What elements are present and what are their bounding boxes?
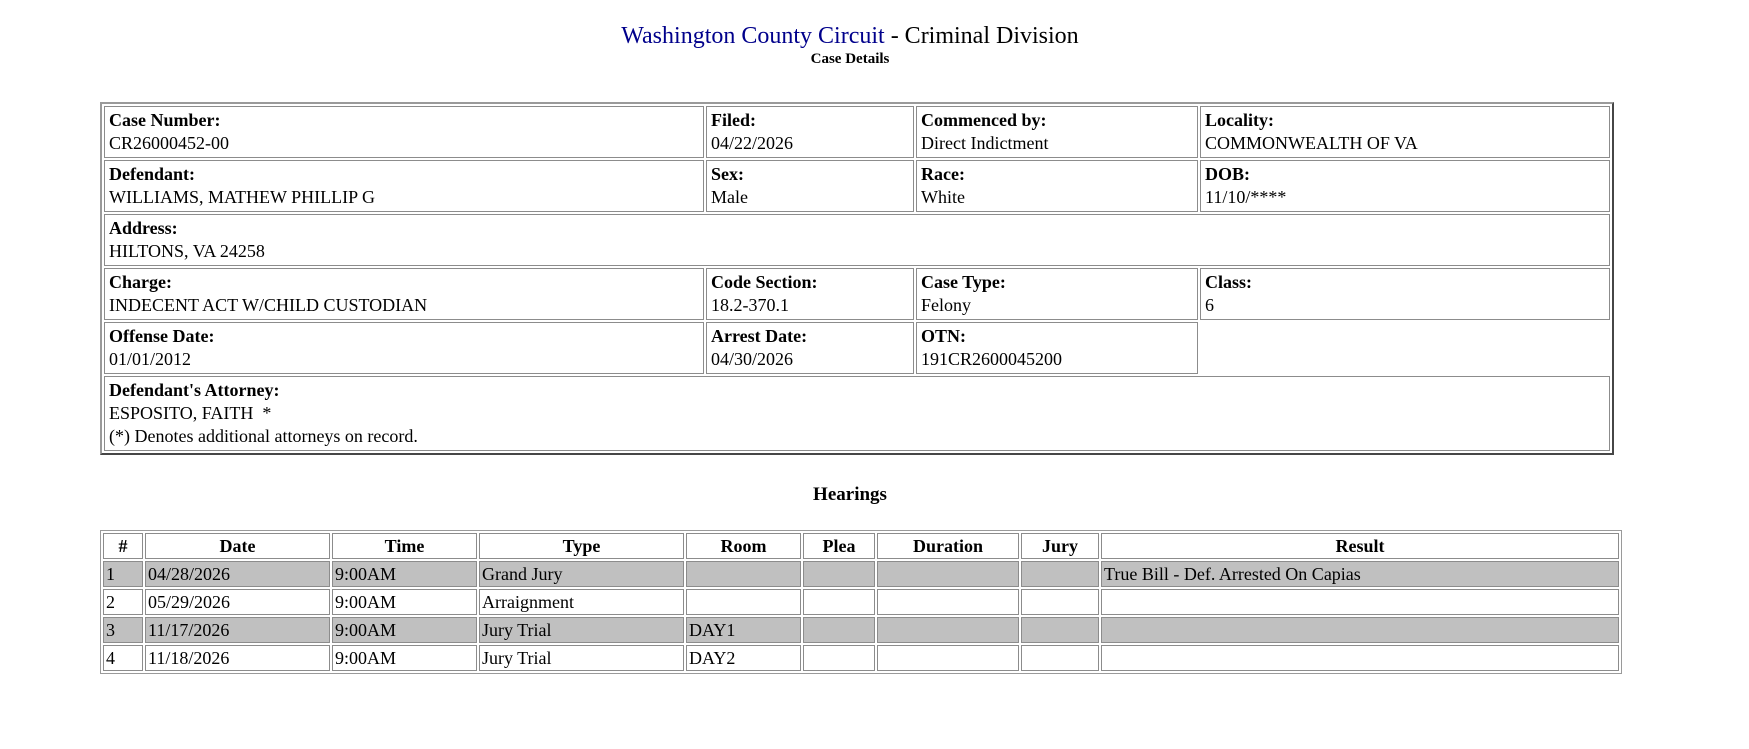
hearing-number: 4 [103,645,143,671]
commenced-value: Direct Indictment [921,133,1049,153]
case-type-label: Case Type: [921,272,1006,292]
page-subtitle: Case Details [810,51,890,67]
hearing-result [1101,645,1619,671]
address-cell [104,214,1610,266]
class-cell [1200,268,1610,320]
hearings-table [100,530,1622,674]
table-row [103,645,1619,671]
hearing-plea [803,617,875,643]
charge-label: Charge: [109,272,172,292]
hearing-type: Jury Trial [479,617,684,643]
hearing-duration [877,561,1019,587]
filed-cell [706,106,914,158]
class-label: Class: [1205,272,1253,292]
race-cell [916,160,1198,212]
hearing-plea [803,561,875,587]
commenced-cell [916,106,1198,158]
column-header: Plea [803,533,875,559]
column-header: Room [686,533,801,559]
case-details-table [100,102,1614,455]
table-row [103,561,1619,587]
hearing-date: 11/18/2026 [145,645,330,671]
offense-date-cell [104,322,704,374]
arrest-date-cell [706,322,914,374]
locality-label: Locality: [1205,110,1274,130]
page-header [0,22,1700,68]
code-section-label: Code Section: [711,272,818,292]
hearing-time: 9:00AM [332,645,477,671]
hearing-jury [1021,561,1099,587]
hearing-number: 2 [103,589,143,615]
locality-value: COMMONWEALTH OF VA [1205,133,1418,153]
hearing-number: 1 [103,561,143,587]
dob-value: 11/10/**** [1205,187,1287,207]
defendant-cell [104,160,704,212]
hearing-room: DAY1 [686,617,801,643]
case-number-cell [104,106,704,158]
sex-label: Sex: [711,164,744,184]
hearings-header-row [103,533,1619,559]
details-row [104,268,1610,320]
case-type-cell [916,268,1198,320]
case-type-value: Felony [921,295,972,315]
details-row [104,106,1610,158]
dob-cell [1200,160,1610,212]
hearing-date: 05/29/2026 [145,589,330,615]
sex-value: Male [711,187,748,207]
race-label: Race: [921,164,965,184]
code-section-cell [706,268,914,320]
hearing-duration [877,645,1019,671]
defendant-label: Defendant: [109,164,195,184]
locality-cell [1200,106,1610,158]
case-number-label: Case Number: [109,110,221,130]
charge-cell [104,268,704,320]
sex-cell [706,160,914,212]
column-header: Duration [877,533,1019,559]
filed-value: 04/22/2026 [711,133,794,153]
details-row [104,214,1610,266]
hearing-room [686,561,801,587]
arrest-date-label: Arrest Date: [711,326,808,346]
hearing-result [1101,617,1619,643]
table-row [103,589,1619,615]
attorney-label: Defendant's Attorney: [109,380,280,400]
hearing-date: 04/28/2026 [145,561,330,587]
arrest-date-value: 04/30/2026 [711,349,794,369]
hearing-result [1101,589,1619,615]
table-row [103,617,1619,643]
otn-value: 191CR2600045200 [921,349,1063,369]
hearing-jury [1021,645,1099,671]
filed-label: Filed: [711,110,756,130]
details-row [104,322,1610,374]
hearing-plea [803,589,875,615]
dob-label: DOB: [1205,164,1250,184]
hearing-type: Arraignment [479,589,684,615]
details-row [104,160,1610,212]
defendant-value: WILLIAMS, MATHEW PHILLIP G [109,187,375,207]
charge-value: INDECENT ACT W/CHILD CUSTODIAN [109,295,428,315]
hearing-number: 3 [103,617,143,643]
offense-date-value: 01/01/2012 [109,349,192,369]
hearing-duration [877,589,1019,615]
hearing-result: True Bill - Def. Arrested On Capias [1101,561,1619,587]
address-label: Address: [109,218,178,238]
hearing-plea [803,645,875,671]
hearings-title: Hearings [813,484,887,505]
attorney-value: ESPOSITO, FAITH * [109,403,272,423]
page-title [0,22,1700,50]
attorney-cell [104,376,1610,451]
case-number-value: CR26000452-00 [109,133,230,153]
hearing-jury [1021,617,1099,643]
otn-cell [916,322,1198,374]
hearing-duration [877,617,1019,643]
column-header: Result [1101,533,1619,559]
hearing-date: 11/17/2026 [145,617,330,643]
column-header: Type [479,533,684,559]
attorney-note: (*) Denotes additional attorneys on record. [109,426,418,446]
class-value: 6 [1205,295,1214,315]
column-header: Jury [1021,533,1099,559]
hearing-time: 9:00AM [332,589,477,615]
column-header: # [103,533,143,559]
otn-label: OTN: [921,326,966,346]
empty-cell [1200,322,1610,374]
column-header: Date [145,533,330,559]
address-value: HILTONS, VA 24258 [109,241,265,261]
offense-date-label: Offense Date: [109,326,215,346]
hearing-time: 9:00AM [332,561,477,587]
hearing-type: Grand Jury [479,561,684,587]
commenced-label: Commenced by: [921,110,1047,130]
hearing-time: 9:00AM [332,617,477,643]
division-label: - Criminal Division [884,23,1079,49]
race-value: White [921,187,965,207]
column-header: Time [332,533,477,559]
code-section-value: 18.2-370.1 [711,295,789,315]
details-row [104,376,1610,451]
hearing-room [686,589,801,615]
hearing-jury [1021,589,1099,615]
court-name-link[interactable]: Washington County Circuit [621,23,885,49]
hearing-room: DAY2 [686,645,801,671]
hearing-type: Jury Trial [479,645,684,671]
